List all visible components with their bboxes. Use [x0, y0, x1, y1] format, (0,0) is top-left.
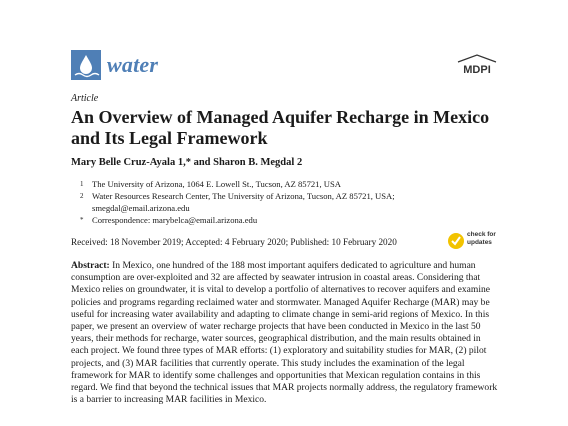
affiliation-text[interactable]: smegdal@email.arizona.edu [92, 203, 190, 213]
affiliation-1 [80, 178, 341, 190]
affiliation-text: Water Resources Research Center, The University of Arizona, Tucson, AZ 85721, USA; [92, 191, 395, 201]
affiliation-marker: 1 [80, 180, 84, 188]
svg-text:MDPI: MDPI [463, 64, 491, 76]
journal-name: water [107, 52, 159, 77]
mdpi-logo [456, 54, 498, 76]
abstract-text: In Mexico, one hundred of the 188 most important aquifers dedicated to agriculture and human consumption are over-exploited and 32 are affected by seawater intrusion in coastal areas. Considering that Mexico relies on groundwater, it is vital to develop a portfolio of alternatives to recover aquifers and examine policies and programs regarding reclaimed water and stormwater. Managed Aquifer Recharge (MAR) may be useful for increasing water availability and adapting to climate change in semi-arid regions of Mexico. In this paper, we present an overview of water recharge projects that have been conducted in Mexico in the last 50 years, their methods for recharge, water sources, geographical distribution, and the main results obtained in each project. We found three types of MAR efforts: (1) exploratory and suitability studies for MAR, (2) pilot projects, and (3) MAR facilities that currently operate. This study includes the examination of the legal framework for MAR to identify some challenges and opportunities that Mexican regulation contains in this regard. We find that beyond the technical issues that MAR projects normally address, the regulatory framework is a barrier to increasing MAR facilities in Mexico. [71, 260, 498, 406]
affiliation-2 [80, 190, 395, 202]
affiliation-email [80, 202, 190, 214]
article-type: Article [71, 93, 99, 104]
affiliation-marker: 2 [80, 192, 84, 200]
abstract-label: Abstract: [71, 260, 110, 271]
abstract [71, 260, 499, 406]
journal-logo-icon [71, 50, 101, 80]
check-for-updates-badge[interactable] [447, 230, 497, 252]
author-list [71, 157, 302, 168]
affiliation-text: The University of Arizona, 1064 E. Lowell St., Tucson, AZ 85721, USA [92, 179, 341, 189]
article-title: An Overview of Managed Aquifer Recharge in Mexico and Its Legal Framework [71, 107, 490, 148]
check-for-updates-label: check for updates [467, 231, 496, 246]
correspondence [80, 214, 257, 226]
affiliation-marker: * [80, 216, 84, 224]
author-list-text: Mary Belle Cruz-Ayala 1,* and Sharon B. Megdal 2 [71, 157, 303, 168]
correspondence-text[interactable]: Correspondence: marybelca@email.arizona.edu [92, 215, 258, 225]
publication-dates: Received: 18 November 2019; Accepted: 4 February 2020; Published: 10 February 2020 [71, 237, 397, 247]
